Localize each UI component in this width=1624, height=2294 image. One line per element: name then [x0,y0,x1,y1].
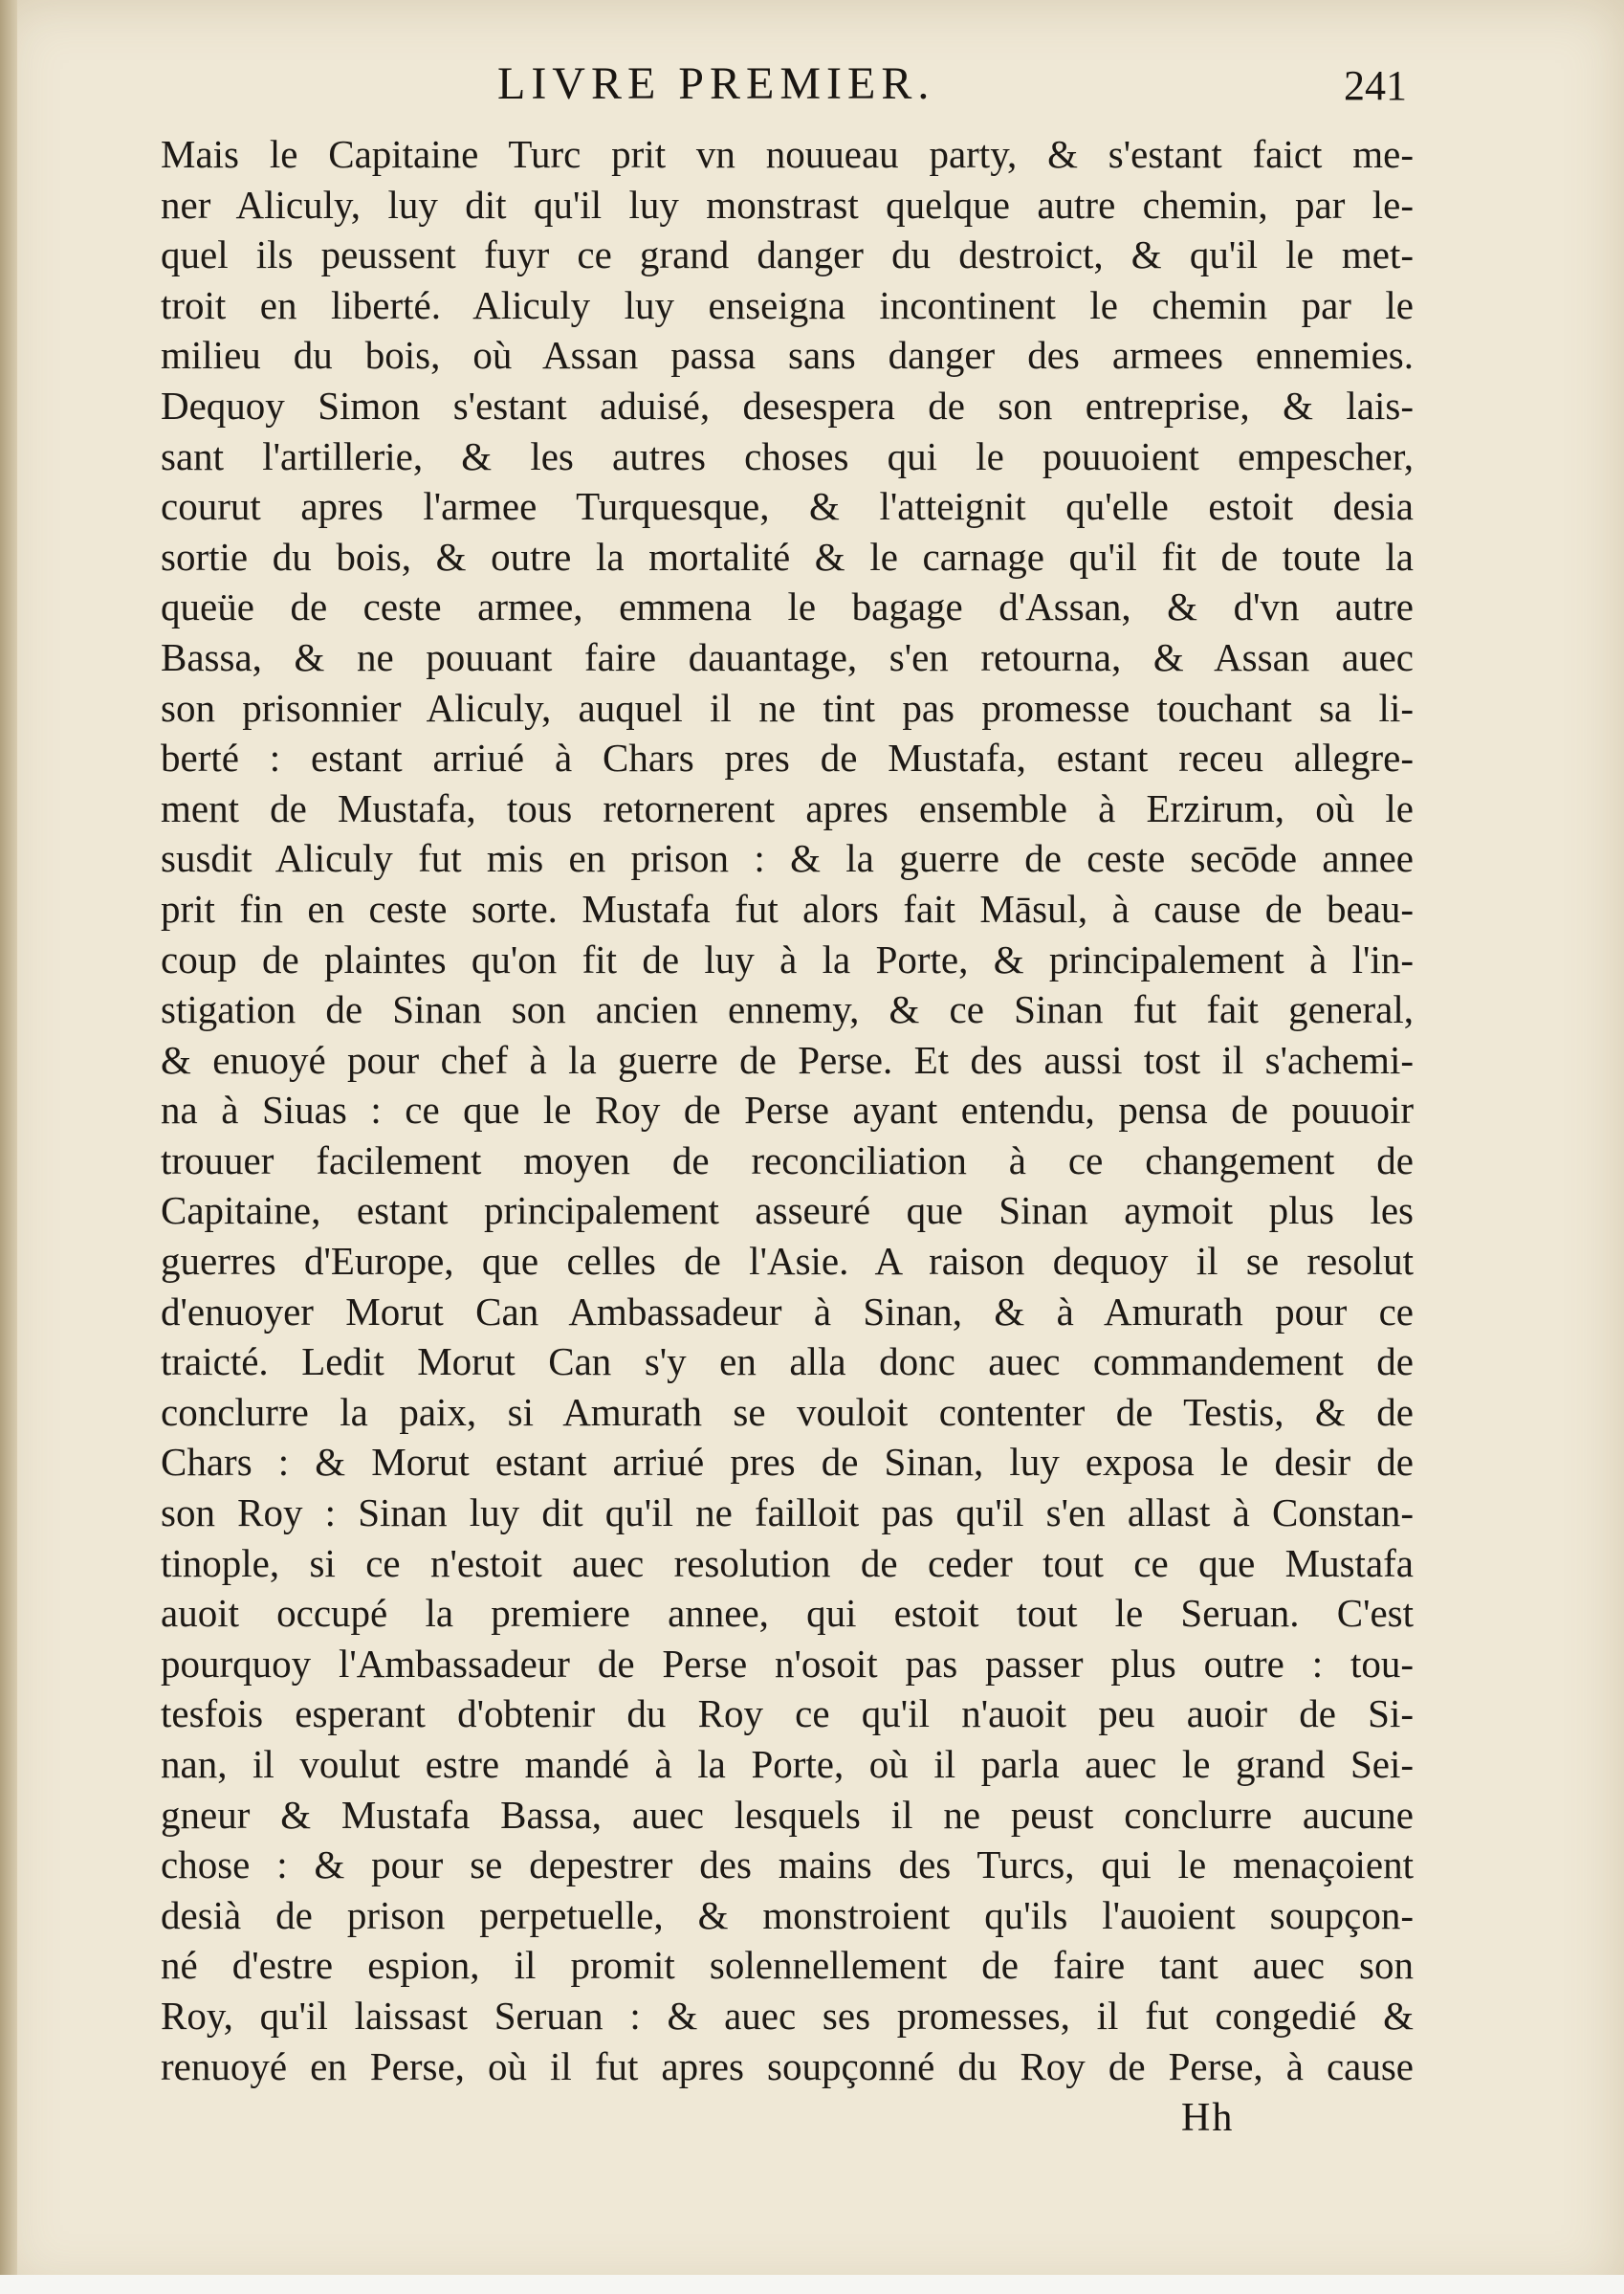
text-line: milieu du bois, où Assan passa sans danger des armees ennemies. [161,333,1414,378]
text-line: gneur & Mustafa Bassa, auec lesquels il ne peust conclurre aucune [161,1792,1414,1837]
text-line: conclurre la paix, si Amurath se vouloit contenter de Testis, & de [161,1389,1414,1434]
text-line: auoit occupé la premiere annee, qui estoit tout le Seruan. C'est [161,1591,1414,1636]
text-line: & enuoyé pour chef à la guerre de Perse. Et des aussi tost il s'achemi- [161,1037,1414,1082]
text-line: prit fin en ceste sorte. Mustafa fut alors fait Māsul, à cause de beau- [161,886,1414,931]
running-title: LIVRE PREMIER. [497,58,935,109]
text-line: sortie du bois, & outre la mortalité & le carnage qu'il fit de toute la [161,534,1414,579]
text-line: sant l'artillerie, & les autres choses qui le pouuoient empescher, [161,433,1414,478]
text-line: quel ils peussent fuyr ce grand danger du destroict, & qu'il le met- [161,232,1414,277]
text-line: d'enuoyer Morut Can Ambassadeur à Sinan, & à Amurath pour ce [161,1289,1414,1334]
page-gutter [0,0,17,2294]
text-line: renuoyé en Perse, où il fut apres soupçonné du Roy de Perse, à cause [161,2043,1414,2088]
text-line: traicté. Ledit Morut Can s'y en alla donc auec commandement de [161,1339,1414,1384]
text-line: ment de Mustafa, tous retornerent apres ensemble à Erzirum, où le [161,785,1414,830]
text-line: ner Aliculy, luy dit qu'il luy monstrast quelque autre chemin, par le- [161,182,1414,227]
text-line: courut apres l'armee Turquesque, & l'atteignit qu'elle estoit desia [161,484,1414,529]
body-text [161,129,1414,2091]
text-line: queüe de ceste armee, emmena le bagage d'Assan, & d'vn autre [161,585,1414,629]
scan-bottom-edge [0,2275,1624,2294]
text-line: né d'estre espion, il promit solennellement de faire tant auec son [161,1943,1414,1988]
text-line: chose : & pour se depestrer des mains des Turcs, qui le menaçoient [161,1842,1414,1887]
text-line: tesfois esperant d'obtenir du Roy ce qu'il n'auoit peu auoir de Si- [161,1691,1414,1736]
text-line: berté : estant arriué à Chars pres de Mustafa, estant receu allegre- [161,736,1414,781]
text-line: Capitaine, estant principalement asseuré que Sinan aymoit plus les [161,1188,1414,1233]
text-line: Mais le Capitaine Turc prit vn nouueau party, & s'estant faict me- [161,132,1414,176]
signature-mark: Hh [1181,2096,1235,2140]
text-line: pourquoy l'Ambassadeur de Perse n'osoit pas passer plus outre : tou- [161,1641,1414,1686]
text-line: guerres d'Europe, que celles de l'Asie. A raison dequoy il se resolut [161,1239,1414,1284]
text-line: Chars : & Morut estant arriué pres de Sinan, luy exposa le desir de [161,1440,1414,1485]
text-line: trouuer facilement moyen de reconciliation à ce changement de [161,1137,1414,1182]
text-line: na à Siuas : ce que le Roy de Perse ayant entendu, pensa de pouuoir [161,1088,1414,1133]
text-line: susdit Aliculy fut mis en prison : & la guerre de ceste secōde annee [161,836,1414,881]
text-line: troit en liberté. Aliculy luy enseigna incontinent le chemin par le [161,282,1414,327]
page-number: 241 [1344,62,1407,109]
text-line: nan, il voulut estre mandé à la Porte, où il parla auec le grand Sei- [161,1742,1414,1786]
text-line: stigation de Sinan son ancien ennemy, & ce Sinan fut fait general, [161,987,1414,1032]
text-line: tinople, si ce n'estoit auec resolution de ceder tout ce que Mustafa [161,1540,1414,1585]
text-line: son prisonnier Aliculy, auquel il ne tint pas promesse touchant sa li- [161,685,1414,730]
text-line: desià de prison perpetuelle, & monstroient qu'ils l'auoient soupçon- [161,1892,1414,1937]
text-line: Roy, qu'il laissast Seruan : & auec ses promesses, il fut congedié & [161,1993,1414,2038]
text-line: coup de plaintes qu'on fit de luy à la Porte, & principalement à l'in- [161,937,1414,982]
text-line: Dequoy Simon s'estant aduisé, desespera de son entreprise, & lais- [161,383,1414,428]
text-line: son Roy : Sinan luy dit qu'il ne failloit pas qu'il s'en allast à Constan- [161,1490,1414,1535]
text-line: Bassa, & ne pouuant faire dauantage, s'en retourna, & Assan auec [161,634,1414,679]
